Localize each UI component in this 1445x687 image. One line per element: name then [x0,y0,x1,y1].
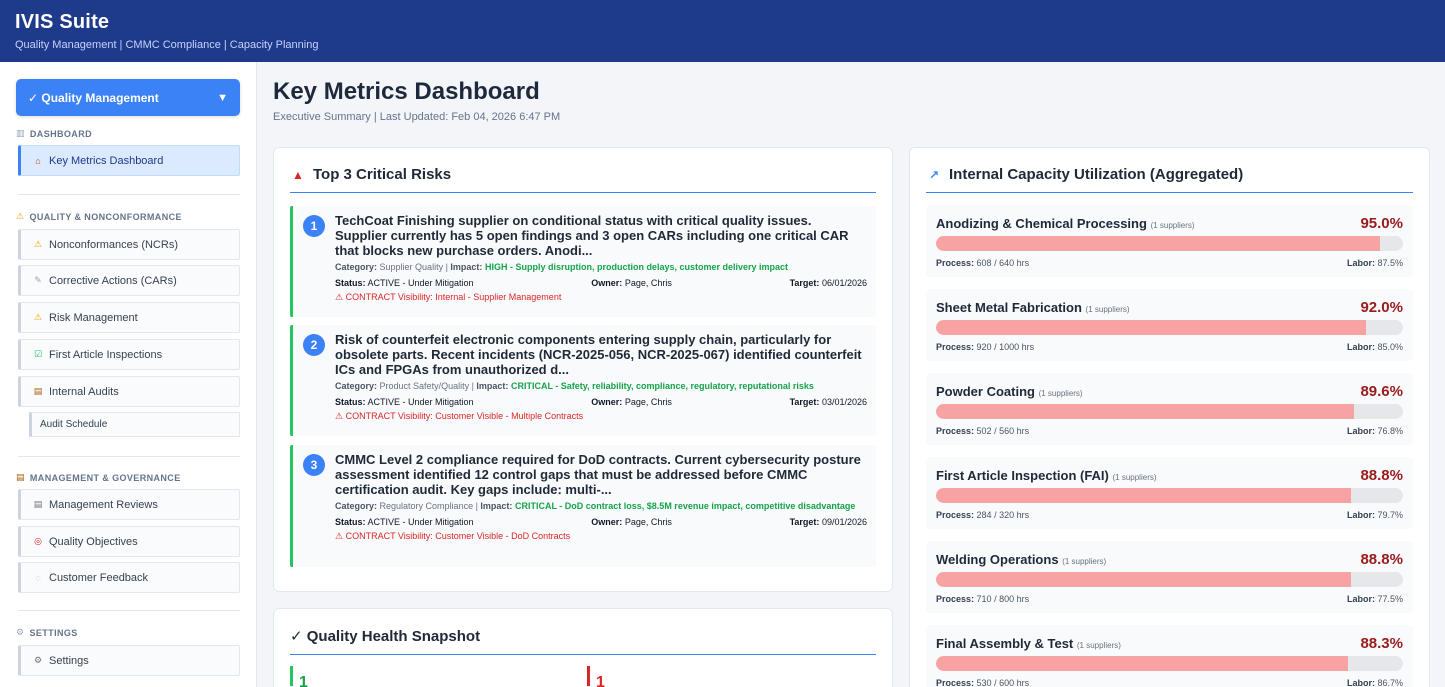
sidebar-item-ncrs[interactable]: ⚠ Nonconformances (NCRs) [18,229,240,260]
risk-number-badge: 3 [303,454,325,476]
divider [18,194,240,195]
app-subtitle: Quality Management | CMMC Compliance | Capacity Planning [15,39,319,51]
capacity-name: Welding Operations (1 suppliers) [936,552,1107,567]
risk-description: TechCoat Finishing supplier on conditional status with critical quality issues. Supplier currently has 5 open findings and 3 open CARs including one critical CAR that blocks new purchase orders. Anodi... [335,213,849,258]
utilization-percent: 88.8% [1360,467,1403,484]
utilization-bar [936,320,1403,335]
risk-status-row: Status: ACTIVE - Under Mitigation Owner: Page, Chris Target: 03/01/2026 [335,397,867,407]
quality-health-card [273,608,893,687]
house-icon: ⌂ [35,155,41,166]
clipboard-icon: ▤ [33,386,43,396]
sidebar-item-key-metrics[interactable]: ⌂ Key Metrics Dashboard [18,145,240,176]
sidebar-item-audits[interactable]: ▤ Internal Audits [18,376,240,407]
sidebar [0,62,257,687]
sidebar-item-feedback[interactable]: ◌ Customer Feedback [18,562,240,593]
capacity-row-footer: Process: 502 / 560 hrs Labor: 76.8% [936,426,1403,436]
capacity-row-header [936,383,1403,400]
document-icon: ▤ [33,499,43,509]
chevron-down-icon: ▼ [217,91,228,104]
utilization-bar-fill [936,404,1354,419]
capacity-name: Final Assembly & Test (1 suppliers) [936,636,1121,651]
supplier-count: (1 suppliers) [1085,305,1130,314]
app-header [0,0,1445,62]
page-title: Key Metrics Dashboard [273,78,540,105]
capacity-name: First Article Inspection (FAI) (1 suppliers) [936,468,1157,483]
sidebar-item-cars[interactable]: ✎ Corrective Actions (CARs) [18,265,240,296]
divider [18,610,240,611]
risk-description: CMMC Level 2 compliance required for DoD contracts. Current cybersecurity posture assessment identified 12 control gaps that must be addressed before CMMC certification audit. Key gaps include: multi-... [335,452,861,497]
target-icon: ◎ [34,536,42,546]
divider [18,456,240,457]
main-content [257,62,1445,687]
utilization-bar-fill [936,236,1380,251]
sidebar-item-settings[interactable]: ⚙ Settings [18,645,240,676]
card-title: ▲ Top 3 Critical Risks [290,148,876,193]
warning-icon: ⚠ [33,239,43,249]
module-selector[interactable] [16,79,240,116]
utilization-bar [936,236,1403,251]
sidebar-item-risk[interactable]: ⚠ Risk Management [18,302,240,333]
page-subtitle: Executive Summary | Last Updated: Feb 04, 2026 6:47 PM [273,111,561,123]
section-dashboard: ▥ DASHBOARD [16,128,93,139]
sidebar-item-objectives[interactable]: ◎ Quality Objectives [18,526,240,557]
capacity-row [926,625,1413,687]
utilization-bar-fill [936,320,1366,335]
utilization-percent: 92.0% [1360,299,1403,316]
capacity-row-header [936,635,1403,652]
risk-status-row: Status: ACTIVE - Under Mitigation Owner: Page, Chris Target: 06/01/2026 [335,278,867,288]
utilization-bar [936,488,1403,503]
bar-chart-icon: ▥ [16,128,25,138]
capacity-utilization-card [909,147,1430,687]
risk-meta: Category: Supplier Quality | Impact: HIGH - Supply disruption, production delays, customer delivery impact [335,262,789,272]
wrench-icon: ✎ [34,275,42,285]
risk-item[interactable] [290,325,876,436]
section-quality: ⚠ QUALITY & NONCONFORMANCE [16,211,182,222]
warning-icon: ⚠ [33,312,43,322]
app-title: IVIS Suite [15,11,110,33]
section-settings: ⚙ SETTINGS [16,627,78,638]
supplier-count: (1 suppliers) [1038,389,1083,398]
supplier-count: (1 suppliers) [1062,557,1107,566]
risk-description: Risk of counterfeit electronic components entering supply chain, particularly for obsolete parts. Recent incidents (NCR-2025-056, NCR-2025-067) identified counterfeit ICs and FPGAs from unauthorized d... [335,332,862,377]
utilization-bar-fill [936,572,1351,587]
card-title: ↗ Internal Capacity Utilization (Aggregated) [926,148,1413,193]
capacity-row-header [936,215,1403,232]
utilization-bar-fill [936,656,1348,671]
supplier-count: (1 suppliers) [1112,473,1157,482]
risk-visibility: ⚠ CONTRACT Visibility: Internal - Supplier Management [335,292,562,302]
capacity-row-header [936,299,1403,316]
gear-icon: ⚙ [16,627,25,637]
utilization-percent: 88.8% [1360,551,1403,568]
utilization-percent: 95.0% [1360,215,1403,232]
risk-item[interactable] [290,206,876,317]
module-selector-label: ✓ Quality Management [28,90,159,105]
risk-meta: Category: Regulatory Compliance | Impact: CRITICAL - DoD contract loss, $8.5M revenue impact, competitive disadvantage [335,501,856,511]
risk-visibility: ⚠ CONTRACT Visibility: Customer Visible - Multiple Contracts [335,411,584,421]
gear-icon: ⚙ [33,655,43,665]
snapshot-metric: 1 [290,666,308,686]
capacity-name: Sheet Metal Fabrication (1 suppliers) [936,300,1130,315]
capacity-row-footer: Process: 284 / 320 hrs Labor: 79.7% [936,510,1403,520]
capacity-row-footer: Process: 608 / 640 hrs Labor: 87.5% [936,258,1403,268]
warning-icon: ⚠ [16,211,25,221]
risk-item[interactable] [290,445,876,567]
utilization-bar [936,404,1403,419]
capacity-row-header [936,467,1403,484]
supplier-count: (1 suppliers) [1076,641,1121,650]
critical-risks-card [273,147,893,592]
capacity-row [926,205,1413,277]
card-title: ✓ Quality Health Snapshot [290,609,876,655]
capacity-row-header [936,551,1403,568]
utilization-bar [936,656,1403,671]
supplier-count: (1 suppliers) [1150,221,1195,230]
capacity-row [926,289,1413,361]
utilization-bar-fill [936,488,1351,503]
utilization-bar [936,572,1403,587]
capacity-row-footer: Process: 920 / 1000 hrs Labor: 85.0% [936,342,1403,352]
capacity-name: Anodizing & Chemical Processing (1 suppliers) [936,216,1195,231]
sidebar-item-fai[interactable]: ☑ First Article Inspections [18,339,240,370]
sidebar-item-audit-schedule[interactable]: Audit Schedule [29,412,240,437]
capacity-row [926,457,1413,529]
capacity-row [926,541,1413,613]
risk-meta: Category: Product Safety/Quality | Impact: CRITICAL - Safety, reliability, compliance, regulatory, reputational risks [335,381,814,391]
capacity-row [926,373,1413,445]
speech-bubble-icon: ◌ [35,572,41,583]
utilization-percent: 89.6% [1360,383,1403,400]
capacity-row-footer: Process: 710 / 800 hrs Labor: 77.5% [936,594,1403,604]
risk-number-badge: 1 [303,215,325,237]
capacity-name: Powder Coating (1 suppliers) [936,384,1083,399]
siren-icon: ▲ [292,167,304,182]
risk-visibility: ⚠ CONTRACT Visibility: Customer Visible - DoD Contracts [335,531,571,541]
snapshot-metric: 1 [587,666,605,686]
utilization-percent: 88.3% [1360,635,1403,652]
capacity-row-footer: Process: 530 / 600 hrs Labor: 86.7% [936,678,1403,687]
risk-status-row: Status: ACTIVE - Under Mitigation Owner: Page, Chris Target: 09/01/2026 [335,517,867,527]
line-chart-icon: ↗ [928,167,940,182]
section-management: ▤ MANAGEMENT & GOVERNANCE [16,472,181,483]
risk-number-badge: 2 [303,334,325,356]
clipboard-icon: ▤ [16,472,25,482]
check-box-icon: ☑ [33,349,43,359]
sidebar-item-reviews[interactable]: ▤ Management Reviews [18,489,240,520]
